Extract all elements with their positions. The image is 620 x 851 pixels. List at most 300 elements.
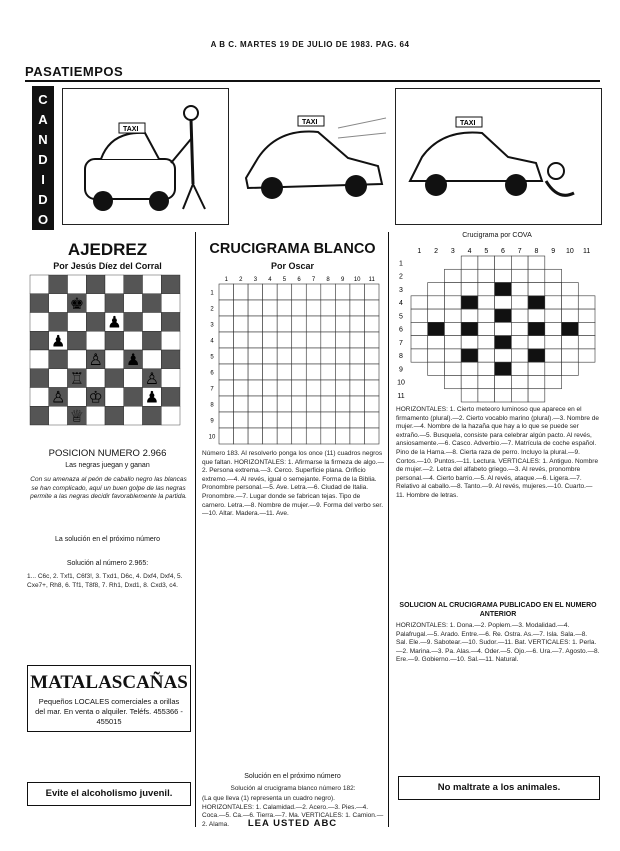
crossword-cell [292, 332, 307, 348]
row-number: 1 [210, 290, 214, 297]
crossword-cell [263, 428, 278, 444]
column-number: 5 [282, 277, 287, 283]
crossword-cell [562, 336, 579, 349]
crossword-cell [495, 296, 512, 309]
crossword-cell [562, 362, 579, 375]
row-number: 9 [399, 366, 403, 374]
page-header: A B C. MARTES 19 DE JULIO DE 1983. PAG. 64 [210, 40, 410, 49]
row-number: 5 [210, 354, 214, 361]
crossword-cell [219, 428, 234, 444]
crossword-cell [292, 316, 307, 332]
crossword-cell [495, 336, 512, 349]
crossword-cell [350, 380, 365, 396]
column-number: 6 [501, 248, 505, 255]
chess-square [105, 331, 124, 350]
chess-square [143, 331, 162, 350]
chess-square [68, 275, 87, 294]
row-number: 4 [210, 338, 214, 345]
crossword-cell [444, 336, 461, 349]
crossword-cell [545, 349, 562, 362]
crossword-cell [263, 284, 278, 300]
crossword-cell [461, 269, 478, 282]
chess-solution-next: La solución en el próximo número [54, 536, 161, 543]
chess-square [68, 331, 87, 350]
column-number: 2 [239, 277, 243, 283]
crossword-cell [263, 364, 278, 380]
crossword-cell [578, 336, 595, 349]
crossword-cell [478, 389, 495, 402]
row-number: 6 [210, 370, 214, 377]
crossword-cell [528, 362, 545, 375]
crossword-cell [511, 362, 528, 375]
chess-square [68, 350, 87, 369]
comic-strip-title [32, 86, 54, 230]
crossword-cell [292, 300, 307, 316]
crossword-cell [321, 396, 336, 412]
crossword-cell [292, 412, 307, 428]
crossword-cell [364, 412, 379, 428]
chess-square [68, 388, 87, 407]
crossword-cell [306, 380, 321, 396]
crossword-cell [495, 269, 512, 282]
crossword-cell [411, 322, 428, 335]
crossword-cell [578, 309, 595, 322]
crossword-cell [335, 300, 350, 316]
crossword-cell [495, 375, 512, 388]
section-divider [25, 80, 600, 82]
crossword-cell [350, 332, 365, 348]
strip-letter: D [38, 152, 48, 167]
crossword-cell [478, 269, 495, 282]
crossword-cell [495, 389, 512, 402]
crossword-cell [562, 322, 579, 335]
crossword-blanco-title: CRUCIGRAMA BLANCO [209, 241, 376, 257]
chess-square [49, 350, 68, 369]
crossword-cell [350, 412, 365, 428]
chess-square [124, 331, 143, 350]
crossword-cell [277, 412, 292, 428]
row-number: 2 [210, 306, 214, 313]
crossword-cell [292, 396, 307, 412]
crossword-cell [461, 375, 478, 388]
crossword-cell [321, 348, 336, 364]
chess-square [30, 369, 49, 388]
crossword-cell [277, 348, 292, 364]
row-number: 5 [399, 313, 403, 321]
crossword-cell [277, 364, 292, 380]
crossword-cell [461, 349, 478, 362]
crossword-blanco-author: Por Oscar [270, 261, 315, 271]
crossword-cell [248, 428, 263, 444]
strip-letter: O [37, 212, 49, 227]
crossword-cell [248, 380, 263, 396]
crossword-cell [335, 412, 350, 428]
row-number: 6 [399, 326, 403, 334]
column-number: 6 [297, 277, 301, 283]
crossword-cell [511, 336, 528, 349]
crossword-cell [335, 364, 350, 380]
crossword-cell [263, 316, 278, 332]
crossword-cell [511, 322, 528, 335]
comic-panel-3 [395, 88, 602, 225]
crossword-cell [428, 296, 445, 309]
crossword-cell [263, 412, 278, 428]
crossword-cell [277, 332, 292, 348]
crossword-cell [562, 309, 579, 322]
crossword-cell [364, 316, 379, 332]
crossword-cell [335, 332, 350, 348]
crossword-cell [219, 412, 234, 428]
chess-square [161, 406, 180, 425]
chess-square [105, 350, 124, 369]
crossword-cell [411, 336, 428, 349]
column-number: 10 [566, 248, 574, 255]
crossword-cell [277, 300, 292, 316]
crossword-cova-grid-drawing [395, 244, 600, 404]
chess-square [143, 350, 162, 369]
crossword-cell [219, 284, 234, 300]
crossword-cell [292, 348, 307, 364]
column-number: 4 [467, 248, 472, 255]
column-number: 9 [340, 277, 345, 283]
crossword-cell [578, 296, 595, 309]
strip-letter: A [38, 112, 48, 127]
chess-square [30, 350, 49, 369]
crossword-cell [528, 283, 545, 296]
comic-panel-2-drawing [238, 88, 388, 223]
crossword-cell [495, 362, 512, 375]
crossword-cell [444, 362, 461, 375]
crossword-cell [364, 380, 379, 396]
chess-square [30, 313, 49, 332]
crossword-cell [444, 309, 461, 322]
ad-alcohol: Evite el alcoholismo juvenil. [27, 782, 191, 806]
chess-square [124, 388, 143, 407]
chess-square [49, 275, 68, 294]
crossword-cell [478, 283, 495, 296]
row-number: 1 [399, 260, 403, 268]
chess-square [143, 294, 162, 313]
crossword-cell [292, 380, 307, 396]
crossword-cell [306, 348, 321, 364]
chess-square [30, 294, 49, 313]
crossword-cell [335, 380, 350, 396]
crossword-blanco-grid-drawing [207, 274, 379, 444]
ad-matalascanas-body: Pequeños LOCALES comerciales a orillas del mar. En venta o alquiler. Teléfs. 455366 - 455015 [35, 697, 183, 726]
crossword-cell [248, 284, 263, 300]
crossword-cell [478, 296, 495, 309]
row-number: 7 [210, 386, 214, 393]
ad-matalascanas [27, 665, 191, 732]
column-number: 8 [326, 277, 330, 283]
section-title: PASATIEMPOS [25, 64, 124, 79]
crossword-cell [335, 316, 350, 332]
crossword-cell [277, 380, 292, 396]
row-number: 7 [399, 339, 403, 347]
column-number: 1 [417, 248, 422, 255]
crossword-cova-title: Crucigrama por COVA [462, 232, 532, 239]
crossword-cell [234, 348, 249, 364]
strip-letter: I [41, 172, 45, 187]
crossword-cell [461, 296, 478, 309]
chess-square [161, 388, 180, 407]
chess-position-title: POSICION NUMERO 2.966 [48, 448, 167, 459]
crossword-cell [350, 396, 365, 412]
column-divider [388, 232, 389, 827]
crossword-cell [511, 283, 528, 296]
crossword-cell [321, 316, 336, 332]
chess-square [161, 313, 180, 332]
row-number: 11 [397, 393, 405, 401]
crossword-cell [306, 332, 321, 348]
crossword-cell [428, 336, 445, 349]
crossword-cell [350, 316, 365, 332]
crossword-cell [321, 332, 336, 348]
chess-square [105, 406, 124, 425]
row-number: 8 [399, 353, 403, 361]
crossword-cell [444, 349, 461, 362]
crossword-cell [511, 309, 528, 322]
crossword-cell [444, 322, 461, 335]
crossword-cell [321, 428, 336, 444]
crossword-cell [411, 349, 428, 362]
chess-square [124, 406, 143, 425]
column-number: 11 [582, 248, 591, 255]
crossword-cova-body: HORIZONTALES: 1. Cierto meteoro luminoso que aparece en el firmamento (plural).—2. Cierto vocablo marino (plural).—3. Nombre de mujer.—4. Nombre de la hazaña que hay a lo que se puede ser extraño.—5. Busquela, consiste para celebrar algún pacto. Al revés, ansiosamente.—6. Casco. Adverbio.—7. Matrícula de coche español. Pino de la Hama.—8. Cierta raza de perro. Incluyo la plural.—9. Cortos.—10. Puntos.—11. Lectura. VERTICALES: 1. Antiguo. Nombre de mujer.—2. Letra del alfabeto griego.—3. Al revés, pronombre personal.—4. Cierto barrio.—5. Al revés, ataque.—6. Ligera.—7. Relativo al caballo.—8. Tanto.—9. Al revés, mujeres.—10. Cuarto.—11. Hombre de letras. [396, 406, 600, 499]
chess-square [86, 313, 105, 332]
chess-square [105, 294, 124, 313]
crossword-cell [306, 396, 321, 412]
chess-piece: ♟ [107, 312, 122, 332]
crossword-cell [461, 322, 478, 335]
ad-read-abc: LEA USTED ABC [247, 818, 338, 829]
chess-square [86, 406, 105, 425]
crossword-cell [528, 296, 545, 309]
crossword-cell [263, 332, 278, 348]
crossword-cell [234, 316, 249, 332]
column-number: 7 [517, 248, 522, 255]
crossword-cell [428, 362, 445, 375]
ad-animals: No maltrate a los animales. [398, 776, 600, 800]
strip-letter: C [38, 92, 48, 107]
chess-square [49, 369, 68, 388]
crossword-cell [478, 375, 495, 388]
comic-panel-1-drawing [63, 89, 228, 224]
crossword-cell [350, 300, 365, 316]
crossword-cell [364, 396, 379, 412]
crossword-cell [578, 349, 595, 362]
crossword-cell [528, 322, 545, 335]
crossword-cell [545, 296, 562, 309]
crossword-cell [478, 336, 495, 349]
crossword-cell [444, 269, 461, 282]
row-number: 3 [210, 322, 214, 329]
crossword-cell [248, 412, 263, 428]
crossword-cell [321, 284, 336, 300]
crossword-cell [321, 364, 336, 380]
crossword-cell [478, 362, 495, 375]
crossword-cell [234, 428, 249, 444]
chess-piece: ♟ [144, 387, 160, 407]
crossword-cell [545, 283, 562, 296]
crossword-cell [511, 349, 528, 362]
crossword-cell [321, 412, 336, 428]
column-divider [195, 232, 196, 827]
crossword-cell [248, 396, 263, 412]
crossword-cell [248, 332, 263, 348]
crossword-cell [248, 300, 263, 316]
svg-text:TAXI: TAXI [460, 120, 476, 127]
column-number: 2 [434, 248, 439, 255]
crossword-cell [234, 332, 249, 348]
crossword-cell [219, 348, 234, 364]
column-number: 1 [224, 277, 228, 283]
crossword-cell [292, 284, 307, 300]
comic-panel-3-drawing [396, 89, 601, 224]
ad-matalascanas-title: MATALASCAÑAS [30, 672, 188, 693]
crossword-cell [234, 380, 249, 396]
chess-square [124, 313, 143, 332]
crossword-cell [528, 349, 545, 362]
crossword-cell [495, 322, 512, 335]
chess-piece: ♙ [88, 350, 103, 369]
chess-author: Por Jesús Díez del Corral [53, 261, 162, 271]
crossword-blanco-solution-next: Solución en el próximo número [244, 773, 341, 780]
crossword-cell [528, 269, 545, 282]
crossword-cell [248, 316, 263, 332]
column-number: 5 [484, 248, 489, 255]
row-number: 4 [399, 300, 403, 308]
crossword-blanco-body: Número 183. Al resolverlo ponga los once (11) cuadros negros que faltan. HORIZONTALES: 1. Afirmarse la firmeza de algo.—2. Persona extrema.—3. Cerco. Superficie plana. Orificio extremo.—4. Al revés, igual o semejante. Forma de la Biblia. Pronombre personal.—5. Ave. Letra.—6. Ciudad de Italia. Pronombre.—7. Lugar donde se fabrican tejas. Tipo de carnero. Letra.—8. Nombre de mujer.—9. Forma del verbo ser.—10. Altar. Madera.—11. Ave. [202, 450, 384, 518]
crossword-cell [444, 296, 461, 309]
crossword-cell [545, 375, 562, 388]
crossword-cell [562, 296, 579, 309]
comic-panel-2 [238, 88, 388, 223]
chess-square [86, 331, 105, 350]
crossword-cell [219, 316, 234, 332]
chess-square [161, 369, 180, 388]
crossword-cell [263, 300, 278, 316]
svg-text:TAXI: TAXI [123, 126, 139, 133]
crossword-cell [528, 389, 545, 402]
crossword-cell [335, 428, 350, 444]
chess-title: AJEDREZ [67, 240, 148, 259]
crossword-cell [306, 364, 321, 380]
chess-piece: ♖ [69, 368, 85, 388]
crossword-cell [306, 300, 321, 316]
chess-piece: ♕ [69, 406, 85, 426]
chess-square [30, 275, 49, 294]
crossword-cell [364, 364, 379, 380]
crossword-cell [335, 284, 350, 300]
crossword-cell [263, 380, 278, 396]
crossword-cell [428, 349, 445, 362]
chess-square [105, 388, 124, 407]
crossword-cell [248, 364, 263, 380]
chess-square [124, 369, 143, 388]
crossword-blanco-grid [207, 274, 379, 444]
crossword-cell [461, 336, 478, 349]
column-number: 7 [311, 277, 316, 283]
chess-square [143, 313, 162, 332]
column-number: 3 [450, 248, 455, 255]
crossword-cell [248, 348, 263, 364]
crossword-cell [562, 349, 579, 362]
row-number: 9 [210, 418, 214, 425]
chess-square [161, 294, 180, 313]
chess-square [49, 406, 68, 425]
crossword-cell [350, 348, 365, 364]
chess-square [105, 275, 124, 294]
chess-piece: ♙ [50, 387, 66, 407]
chess-square [161, 331, 180, 350]
crossword-cell [219, 332, 234, 348]
chess-square [86, 294, 105, 313]
crossword-cell [511, 296, 528, 309]
crossword-cell [234, 364, 249, 380]
crossword-cell [461, 389, 478, 402]
crossword-cell [528, 336, 545, 349]
crossword-cell [495, 349, 512, 362]
crossword-cell [461, 309, 478, 322]
strip-letter: D [38, 192, 48, 207]
chess-piece: ♟ [125, 350, 141, 369]
crossword-cell [350, 284, 365, 300]
crossword-cell [545, 322, 562, 335]
strip-letter: N [38, 132, 48, 147]
crossword-cell [545, 336, 562, 349]
crossword-cova-solution-title: SOLUCION AL CRUCIGRAMA PUBLICADO EN EL NUMERO ANTERIOR [399, 602, 597, 618]
crossword-cell [545, 309, 562, 322]
chess-square [124, 275, 143, 294]
crossword-cell [511, 389, 528, 402]
chess-square [49, 294, 68, 313]
row-number: 8 [210, 402, 214, 409]
crossword-cell [411, 309, 428, 322]
crossword-cell [234, 284, 249, 300]
crossword-cell [478, 256, 495, 269]
crossword-cell [234, 300, 249, 316]
crossword-cell [292, 428, 307, 444]
chess-instruction: Las negras juegan y ganan [65, 462, 150, 469]
crossword-cell [219, 300, 234, 316]
crossword-cell [495, 256, 512, 269]
crossword-cell [461, 283, 478, 296]
column-number: 3 [253, 277, 258, 283]
crossword-cell [528, 375, 545, 388]
crossword-cell [511, 375, 528, 388]
crossword-cell [350, 428, 365, 444]
crossword-cell [495, 309, 512, 322]
chess-board [30, 275, 180, 425]
chess-square [124, 294, 143, 313]
crossword-cell [277, 284, 292, 300]
chess-square [105, 369, 124, 388]
crossword-cell [321, 300, 336, 316]
crossword-cell [364, 284, 379, 300]
crossword-cell [478, 349, 495, 362]
chess-prev-title: Solución al número 2.965: [66, 560, 149, 567]
crossword-cell [306, 284, 321, 300]
crossword-cell [234, 412, 249, 428]
chess-square [86, 275, 105, 294]
crossword-cell [528, 256, 545, 269]
crossword-cell [364, 348, 379, 364]
crossword-cell [461, 256, 478, 269]
chess-piece: ♟ [50, 331, 66, 351]
row-number: 10 [208, 434, 216, 441]
crossword-blanco-prev-text: (La que lleva (1) representa un cuadro negro). HORIZONTALES: 1. Calamidad.—2. Acero.—3. Pies.—4. Coca.—5. Ca.—6. Tierra.—7. Ma. VERTICALES: 1. Camion.—2. Alama. [202, 795, 384, 828]
